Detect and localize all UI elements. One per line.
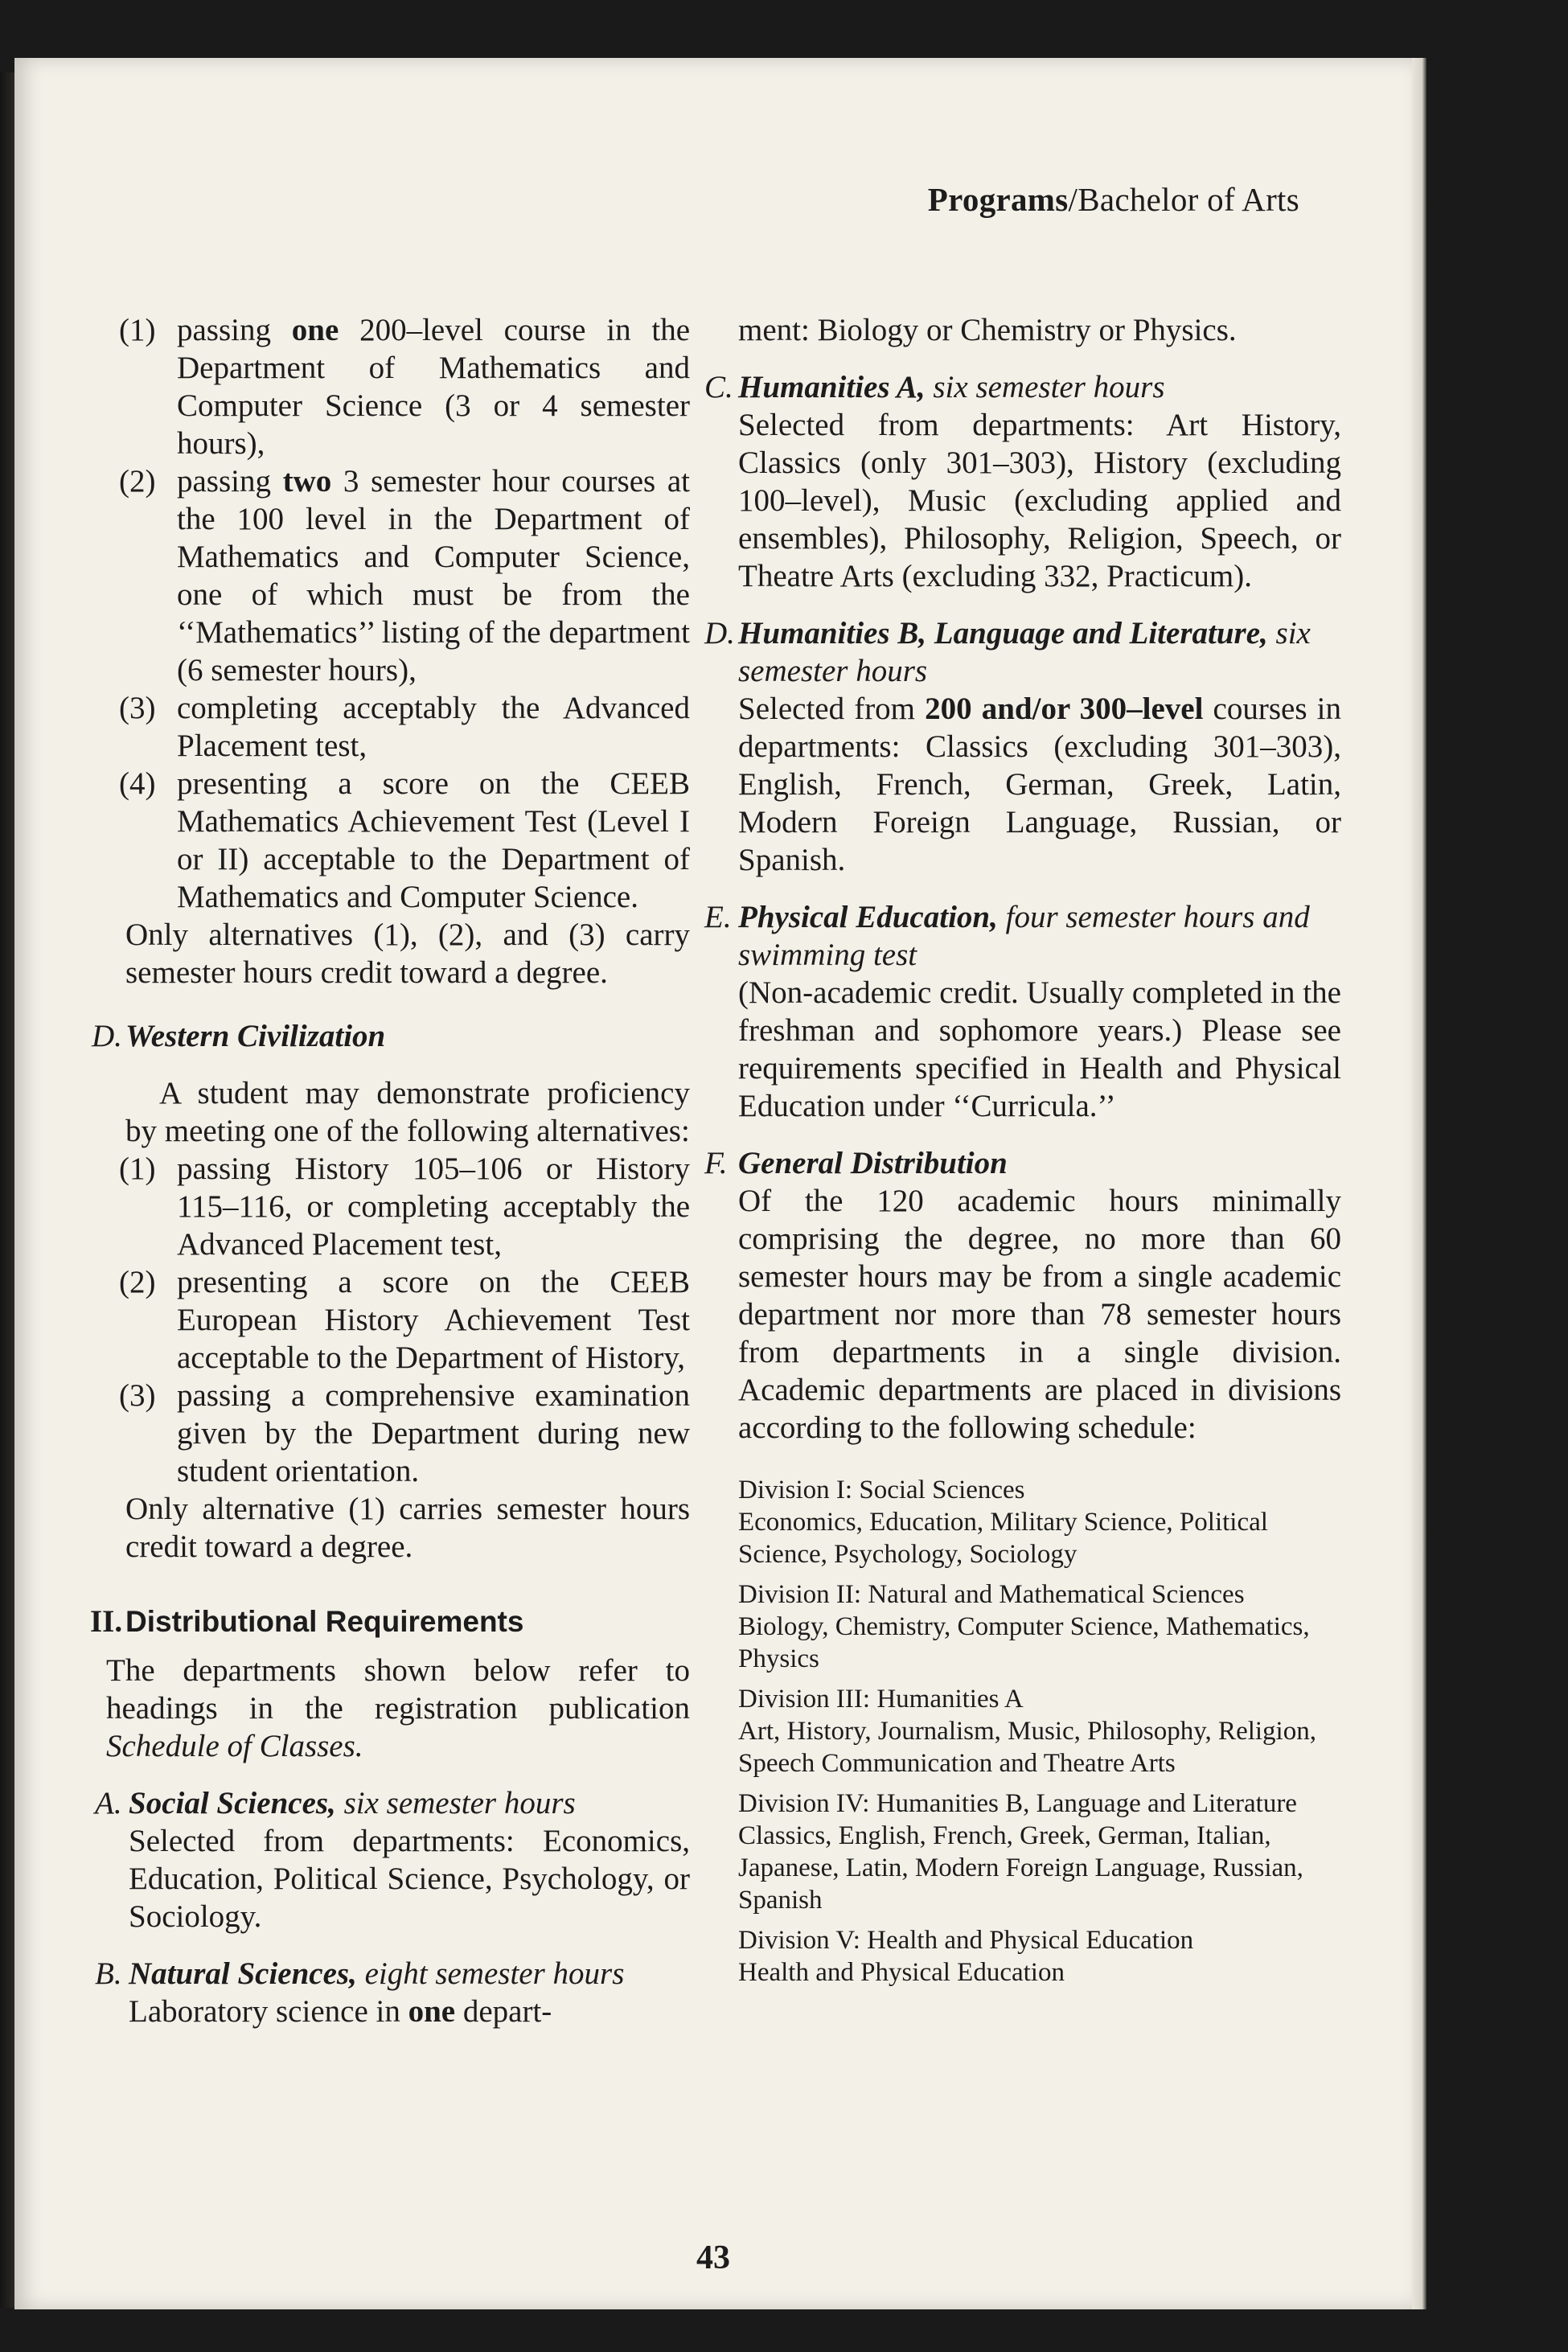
division-item: Division III: Humanities A Art, History, Journalism, Music, Philosophy, Religion, Speech Communication and Theatre Arts (738, 1685, 1316, 1778)
list-item: (1) passing History 105–106 or History 115–116, or completing acceptably the Advanced Placement test, (119, 1151, 690, 1262)
math-credit-note: Only alternatives (1), (2), and (3) carry semester hours credit toward a degree. (125, 917, 690, 990)
section-heading: Western Civilization (125, 1019, 386, 1053)
section-c-humanities-a: C. Humanities A, six semester hours Selected from departments: Art History, Classics (only 301–303), History (excluding 100–level), Music (excluding applied and ensembles), Philosophy, Religion, Speech, or Theatre Arts (excluding 332, Practicum). (704, 370, 1341, 593)
left-column (90, 311, 691, 2030)
distributional-intro: The departments shown below refer to headings in the registration publication Schedule of Classes. (106, 1653, 690, 1763)
western-civ-alternatives (119, 1150, 690, 1490)
page-number: 43 (696, 2239, 730, 2276)
list-item: (1) passing one 200–level course in the Department of Mathematics and Computer Science (3 or 4 semester hours), (119, 313, 691, 461)
list-item: (3) passing a comprehensive examination given by the Department during new student orientation. (119, 1378, 690, 1488)
math-alternatives-list (119, 311, 690, 916)
section-e-physical-education: E. Physical Education, four semester hours and swimming test (Non-academic credit. Usually completed in the freshman and sophomore years.) Please see requirements specified in Health and Physical Education under ‘‘Curricula.’’ (704, 900, 1341, 1123)
list-item: (2) passing two 3 semester hour courses at the 100 level in the Department of Mathematics and Computer Science, one of which must be from the ‘‘Mathematics’’ listing of the department (6 semester hours), (119, 464, 690, 688)
section-a-social-sciences: A. Social Sciences, six semester hours Selected from departments: Economics, Education, Political Science, Psychology, or Sociology. (95, 1786, 690, 1934)
section-d-humanities-b: D. Humanities B, Language and Literature, six semester hours Selected from 200 and/or 300–level courses in departments: Classics (excluding 301–303), English, French, German, Greek, Latin, Modern Foreign Language, Russian, or Spanish. (704, 616, 1341, 877)
division-schedule (738, 1474, 1341, 1989)
section-d-western-civ: D. Western Civilization (92, 1019, 386, 1053)
page-edge-shadow (1412, 58, 1426, 2309)
list-item: (4) presenting a score on the CEEB Mathematics Achievement Test (Level I or II) acceptable to the Department of Mathematics and Computer Science. (119, 766, 690, 914)
section-ii-heading: II. Distributional Requirements (90, 1604, 524, 1639)
division-item: Division II: Natural and Mathematical Sciences Biology, Chemistry, Computer Science, Mathematics, Physics (738, 1580, 1310, 1673)
section-f-general-distribution: F. General Distribution Of the 120 academic hours minimally comprising the degree, no more than 60 semester hours may be from a single academic department nor more than 78 semester hours from departments in a single division. Academic departments are placed in divisions according to the following schedule: Division I: Social Sciences Economics, Education, Military Science, Political Science, Psychology, Sociology Division II: Natural and Mathematical Sciences Biology, Chemistry, Computer Science, Mathematics, Physics Division III: Humanities A Art, History, Journalism, Music, Philosophy, Religion, Speech Communication and Theatre Arts Division IV: Humanities B, Language and Literature Classics, English, French, Greek, German, Italian, Japanese, Latin, Modern Foreign Language, Russian, Spanish Division V: Health and Physical Education Health and Physical Education (704, 1146, 1341, 1987)
western-civ-intro: A student may demonstrate proficiency by meeting one of the following alternatives: (125, 1076, 690, 1148)
book-page (14, 58, 1412, 2309)
section-b-natural-sciences: B. Natural Sciences, eight semester hours Laboratory science in one depart- (95, 1956, 625, 2029)
list-item: (2) presenting a score on the CEEB European History Achievement Test acceptable to the Department of History, (119, 1265, 690, 1375)
division-item: Division V: Health and Physical Education Health and Physical Education (738, 1926, 1194, 1987)
right-column (704, 311, 1341, 1989)
division-item: Division I: Social Sciences Economics, Education, Military Science, Political Science, Psychology, Sociology (738, 1476, 1268, 1569)
section-b-continued: ment: Biology or Chemistry or Physics. (738, 313, 1237, 347)
list-item: (3) completing acceptably the Advanced Placement test, (119, 691, 690, 763)
western-civ-credit-note: Only alternative (1) carries semester hours credit toward a degree. (125, 1492, 690, 1564)
running-head: Programs/Bachelor of Arts (927, 181, 1299, 218)
division-item: Division IV: Humanities B, Language and Literature Classics, English, French, Greek, German, Italian, Japanese, Latin, Modern Foreign Language, Russian, Spanish (738, 1789, 1303, 1915)
